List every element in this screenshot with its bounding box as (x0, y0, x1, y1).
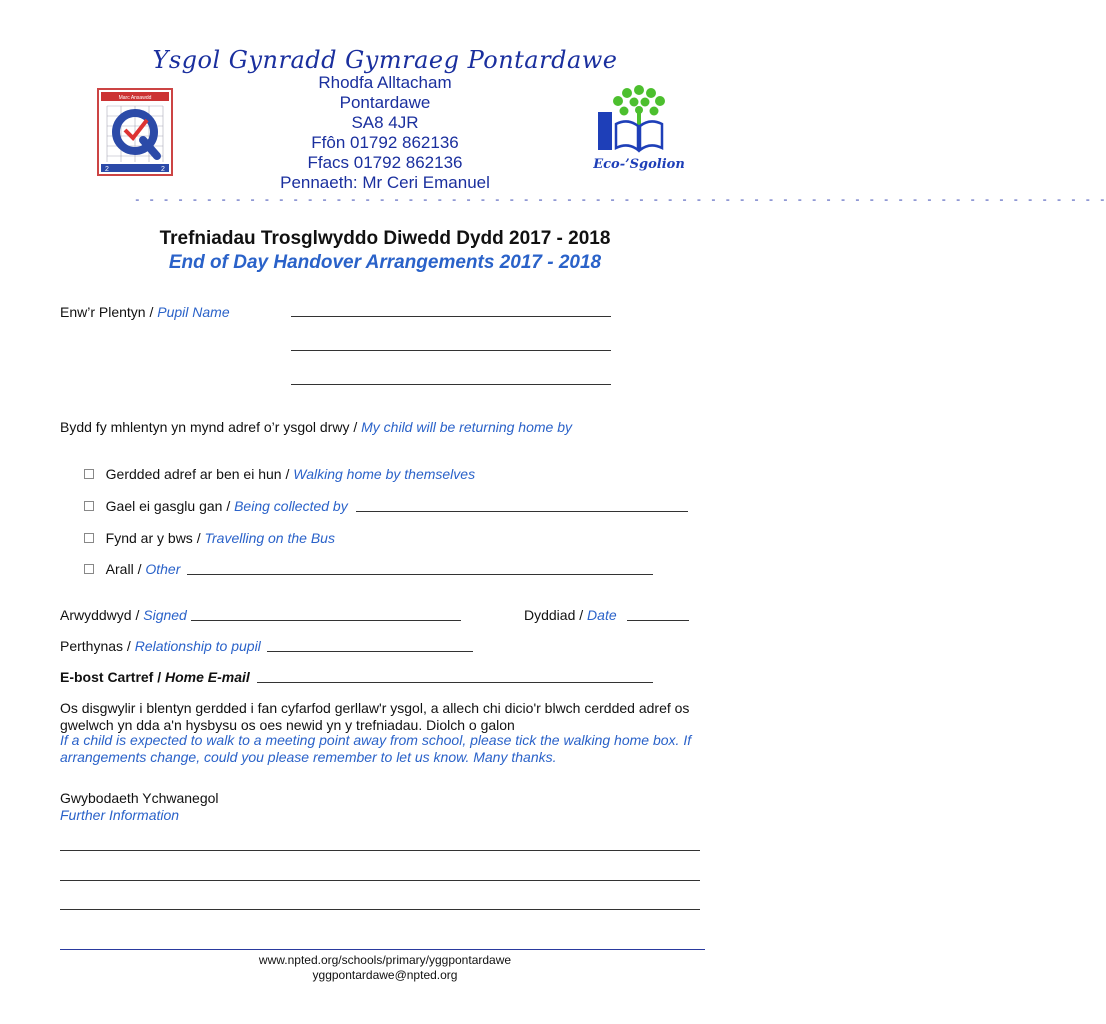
school-name: Ysgol Gynradd Gymraeg Pontardawe (152, 46, 618, 74)
address-line: SA8 4JR (351, 113, 419, 132)
home-email-label: E-bost Cartref / Home E-mail (60, 669, 250, 685)
bus-checkbox[interactable] (84, 533, 94, 543)
pupil-name-field[interactable] (291, 384, 611, 385)
other-checkbox[interactable] (84, 564, 94, 574)
collected-by-field[interactable] (356, 511, 688, 512)
footer-email[interactable]: yggpontardawe@npted.org (312, 968, 458, 982)
footer-divider (60, 949, 705, 950)
further-info-field[interactable] (60, 880, 700, 881)
address-line: Rhodfa Alltacham (318, 73, 452, 92)
note-welsh: Os disgwylir i blentyn gerdded i fan cyfarfod gerllaw'r ysgol, a allech chi dicio'r blwch cerdded adref os gwelwch yn dda a'n hysbysu os oes newid yn y trefniadau. Diolch o galon (60, 700, 690, 733)
further-info-label: Gwybodaeth Ychwanegol Further Information (60, 790, 219, 823)
date-field[interactable] (627, 620, 689, 621)
option-bus: Fynd ar y bws / Travelling on the Bus (84, 530, 335, 547)
further-info-field[interactable] (60, 909, 700, 910)
collected-checkbox[interactable] (84, 501, 94, 511)
title-welsh: Trefniadau Trosglwyddo Diwedd Dydd 2017 - 2018 (159, 228, 611, 249)
signed-label: Arwyddwyd / Signed (60, 607, 187, 623)
quality-mark-text: Marc Ansawdd (118, 95, 152, 101)
address-line: Pontardawe (339, 93, 431, 112)
relationship-field[interactable] (267, 651, 473, 652)
note-english: If a child is expected to walk to a meeting point away from school, please tick the walking home box. If arrangements change, could you please remember to let us know. Many thanks. (60, 732, 692, 765)
further-info-field[interactable] (60, 850, 700, 851)
pupil-name-label: Enw’r Plentyn / Pupil Name (60, 304, 230, 320)
eco-schools-logo (594, 80, 684, 172)
walking-home-checkbox[interactable] (84, 469, 94, 479)
returning-home-label: Bydd fy mhlentyn yn mynd adref o’r ysgol drwy / My child will be returning home by (60, 419, 572, 435)
headteacher-line: Pennaeth: Mr Ceri Emanuel (280, 173, 490, 192)
footer-website[interactable]: www.npted.org/schools/primary/yggpontardawe (258, 953, 512, 967)
relationship-label: Perthynas / Relationship to pupil (60, 638, 261, 654)
quality-mark-number: 2 (161, 166, 165, 173)
eco-label: Eco-’Sgolion (593, 157, 685, 172)
date-label: Dyddiad / Date (524, 607, 617, 623)
signature-field[interactable] (191, 620, 461, 621)
option-collected: Gael ei gasglu gan / Being collected by (84, 498, 348, 515)
header-divider: - - - - - - - - - - - - - - - - - - - - - - - - - - - - - - - - - - - - - - - - - - - - - - - - - - - - - - - - - - - - - - - - - - - - (134, 195, 1106, 207)
pupil-name-field[interactable] (291, 316, 611, 317)
option-other: Arall / Other (84, 561, 180, 578)
title-english: End of Day Handover Arrangements 2017 - 2018 (168, 252, 602, 273)
home-email-field[interactable] (257, 682, 653, 683)
other-field[interactable] (187, 574, 653, 575)
option-walking-home: Gerdded adref ar ben ei hun / Walking home by themselves (84, 466, 475, 483)
quality-mark-logo (97, 88, 173, 176)
pupil-name-field[interactable] (291, 350, 611, 351)
phone-line: Ffôn 01792 862136 (311, 133, 459, 152)
fax-line: Ffacs 01792 862136 (307, 153, 463, 172)
quality-mark-number: 2 (105, 166, 109, 173)
